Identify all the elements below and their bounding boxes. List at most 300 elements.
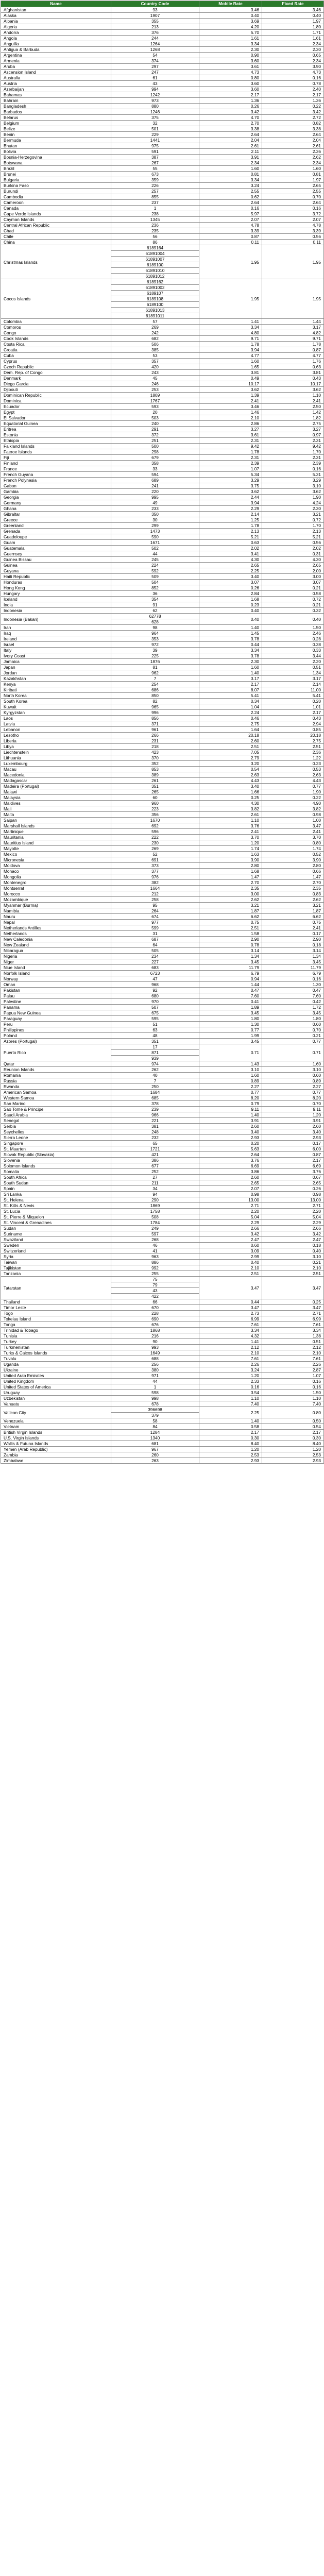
country-code-cell[interactable]: 970 [111, 999, 199, 1005]
mobile-rate-cell[interactable]: 1.78 [199, 342, 262, 347]
country-name-cell[interactable]: Colombia [1, 319, 111, 325]
mobile-rate-cell[interactable]: 2.07 [199, 217, 262, 223]
fixed-rate-cell[interactable]: 2.07 [262, 217, 324, 223]
country-code-cell[interactable]: 387 [111, 155, 199, 160]
country-code-cell[interactable]: 681 [111, 1441, 199, 1447]
country-name-cell[interactable]: United Arab Emirates [1, 1373, 111, 1379]
mobile-rate-cell[interactable]: 3.82 [199, 806, 262, 812]
country-code-cell[interactable]: 994 [111, 87, 199, 92]
country-name-cell[interactable]: French Polynesia [1, 478, 111, 483]
mobile-rate-cell[interactable]: 1.07 [199, 466, 262, 472]
country-name-cell[interactable]: Swaziland [1, 1237, 111, 1243]
fixed-rate-cell[interactable]: 0.42 [262, 999, 324, 1005]
mobile-rate-cell[interactable]: 3.27 [199, 427, 262, 432]
fixed-rate-cell[interactable]: 3.42 [262, 1231, 324, 1237]
country-name-cell[interactable]: Jamaica [1, 659, 111, 665]
mobile-rate-cell[interactable]: 0.47 [199, 988, 262, 993]
country-name-cell[interactable]: Pakistan [1, 988, 111, 993]
fixed-rate-cell[interactable]: 2.30 [262, 506, 324, 512]
country-name-cell[interactable]: Timor Leste [1, 1305, 111, 1311]
country-code-cell[interactable]: 211 [111, 1180, 199, 1186]
fixed-rate-cell[interactable]: 0.22 [262, 104, 324, 109]
country-name-cell[interactable]: Peru [1, 1022, 111, 1027]
mobile-rate-cell[interactable]: 2.14 [199, 512, 262, 517]
country-name-cell[interactable]: Slovenia [1, 1158, 111, 1163]
mobile-rate-cell[interactable]: 0.77 [199, 1090, 262, 1095]
country-code-cell[interactable]: 94 [111, 1192, 199, 1197]
mobile-rate-cell[interactable]: 2.29 [199, 506, 262, 512]
country-code-cell[interactable]: 628 [111, 619, 199, 625]
mobile-rate-cell[interactable]: 3.91 [199, 1118, 262, 1124]
country-code-cell[interactable]: 678 [111, 1401, 199, 1407]
mobile-rate-cell[interactable]: 0.49 [199, 376, 262, 381]
country-name-cell[interactable]: Guyana [1, 568, 111, 574]
fixed-rate-cell[interactable]: 0.32 [262, 608, 324, 614]
country-name-cell[interactable]: United States of America [1, 1384, 111, 1390]
fixed-rate-cell[interactable]: 4.78 [262, 223, 324, 228]
country-code-cell[interactable]: 61891013 [111, 308, 199, 313]
fixed-rate-cell[interactable]: 0.56 [262, 540, 324, 546]
country-code-cell[interactable]: 229 [111, 132, 199, 138]
country-code-cell[interactable]: 886 [111, 1260, 199, 1265]
country-code-cell[interactable]: 967 [111, 1447, 199, 1452]
fixed-rate-cell[interactable]: 3.62 [262, 489, 324, 495]
country-name-cell[interactable]: Trinidad & Tobago [1, 1328, 111, 1333]
country-code-cell[interactable]: 224 [111, 563, 199, 568]
mobile-rate-cell[interactable]: 6.62 [199, 914, 262, 920]
fixed-rate-cell[interactable]: 0.77 [262, 1090, 324, 1095]
fixed-rate-cell[interactable]: 4.30 [262, 557, 324, 563]
country-code-cell[interactable]: 674 [111, 914, 199, 920]
country-name-cell[interactable]: Maldives [1, 801, 111, 806]
country-code-cell[interactable]: 66 [111, 1299, 199, 1305]
fixed-rate-cell[interactable]: 3.42 [262, 109, 324, 115]
mobile-rate-cell[interactable]: 8.20 [199, 1095, 262, 1101]
country-code-cell[interactable]: 355 [111, 19, 199, 24]
country-code-cell[interactable]: 1649 [111, 1350, 199, 1356]
fixed-rate-cell[interactable]: 1.00 [262, 818, 324, 823]
country-code-cell[interactable]: 93 [111, 7, 199, 13]
country-name-cell[interactable]: Faeroe Islands [1, 449, 111, 455]
fixed-rate-cell[interactable]: 2.34 [262, 160, 324, 166]
country-code-cell[interactable]: 82 [111, 699, 199, 704]
fixed-rate-cell[interactable]: 0.71 [262, 1044, 324, 1061]
country-name-cell[interactable]: Zambia [1, 1452, 111, 1458]
fixed-rate-cell[interactable]: 2.63 [262, 772, 324, 778]
country-name-cell[interactable]: South Korea [1, 699, 111, 704]
mobile-rate-cell[interactable]: 4.73 [199, 70, 262, 75]
fixed-rate-cell[interactable]: 3.72 [262, 211, 324, 217]
mobile-rate-cell[interactable]: 1.78 [199, 523, 262, 529]
mobile-rate-cell[interactable]: 2.51 [199, 925, 262, 931]
mobile-rate-cell[interactable]: 1.89 [199, 1005, 262, 1010]
country-code-cell[interactable]: 974 [111, 1061, 199, 1067]
fixed-rate-cell[interactable]: 0.22 [262, 795, 324, 801]
fixed-rate-cell[interactable]: 2.72 [262, 115, 324, 121]
fixed-rate-cell[interactable]: 1.76 [262, 359, 324, 364]
mobile-rate-cell[interactable]: 3.29 [199, 478, 262, 483]
country-name-cell[interactable]: Montenegro [1, 880, 111, 886]
country-code-cell[interactable]: 34 [111, 1186, 199, 1192]
mobile-rate-cell[interactable]: 3.70 [199, 835, 262, 840]
country-code-cell[interactable]: 230 [111, 840, 199, 846]
country-code-cell[interactable]: 992 [111, 1265, 199, 1271]
mobile-rate-cell[interactable]: 3.76 [199, 1158, 262, 1163]
mobile-rate-cell[interactable]: 2.93 [199, 1458, 262, 1464]
mobile-rate-cell[interactable]: 3.34 [199, 1328, 262, 1333]
mobile-rate-cell[interactable]: 2.10 [199, 415, 262, 421]
country-code-cell[interactable]: 972 [111, 642, 199, 648]
country-name-cell[interactable]: Bahamas [1, 92, 111, 98]
country-name-cell[interactable]: Cameroon [1, 200, 111, 206]
country-code-cell[interactable]: 263 [111, 1458, 199, 1464]
mobile-rate-cell[interactable]: 0.26 [199, 585, 262, 591]
mobile-rate-cell[interactable]: 3.34 [199, 325, 262, 330]
country-code-cell[interactable]: 84 [111, 1424, 199, 1430]
country-code-cell[interactable]: 220 [111, 489, 199, 495]
country-name-cell[interactable]: Singapore [1, 1141, 111, 1146]
fixed-rate-cell[interactable]: 5.31 [262, 472, 324, 478]
fixed-rate-cell[interactable]: 4.90 [262, 801, 324, 806]
country-name-cell[interactable]: Falkland Islands [1, 444, 111, 449]
fixed-rate-cell[interactable]: 0.16 [262, 466, 324, 472]
fixed-rate-cell[interactable]: 0.66 [262, 869, 324, 874]
mobile-rate-cell[interactable]: 4.20 [199, 24, 262, 30]
country-name-cell[interactable]: Azerbaijan [1, 87, 111, 92]
country-name-cell[interactable]: Central African Republic [1, 223, 111, 228]
country-name-cell[interactable]: Micronesia [1, 857, 111, 863]
country-code-cell[interactable]: 508 [111, 1214, 199, 1220]
mobile-rate-cell[interactable]: 13.00 [199, 1197, 262, 1203]
country-name-cell[interactable]: Iran [1, 625, 111, 631]
fixed-rate-cell[interactable]: 2.64 [262, 200, 324, 206]
country-name-cell[interactable]: Costa Rica [1, 342, 111, 347]
country-name-cell[interactable]: Kiribati [1, 687, 111, 693]
country-name-cell[interactable]: Guadeloupe [1, 534, 111, 540]
fixed-rate-cell[interactable]: 0.40 [262, 614, 324, 625]
fixed-rate-cell[interactable]: 0.67 [262, 1175, 324, 1180]
country-name-cell[interactable]: Moldova [1, 863, 111, 869]
mobile-rate-cell[interactable]: 0.89 [199, 1078, 262, 1084]
mobile-rate-cell[interactable]: 3.40 [199, 784, 262, 789]
fixed-rate-cell[interactable]: 2.71 [262, 1203, 324, 1209]
mobile-rate-cell[interactable]: 4.77 [199, 353, 262, 359]
country-name-cell[interactable]: Japan [1, 665, 111, 670]
country-code-cell[interactable]: 1 [111, 206, 199, 211]
mobile-rate-cell[interactable]: 3.24 [199, 183, 262, 189]
mobile-rate-cell[interactable]: 3.90 [199, 857, 262, 863]
country-code-cell[interactable]: 41 [111, 1248, 199, 1254]
country-code-cell[interactable]: 269 [111, 325, 199, 330]
mobile-rate-cell[interactable]: 2.71 [199, 1203, 262, 1209]
country-code-cell[interactable]: 232 [111, 1135, 199, 1141]
fixed-rate-cell[interactable]: 1.95 [262, 279, 324, 319]
fixed-rate-cell[interactable]: 0.70 [262, 1101, 324, 1107]
country-name-cell[interactable]: Rwanda [1, 1084, 111, 1090]
fixed-rate-cell[interactable]: 3.62 [262, 387, 324, 393]
country-name-cell[interactable]: Thailand [1, 1299, 111, 1305]
country-code-cell[interactable]: 351 [111, 1039, 199, 1044]
country-code-cell[interactable]: 1670 [111, 818, 199, 823]
country-code-cell[interactable]: 976 [111, 874, 199, 880]
country-name-cell[interactable]: Montserrat [1, 886, 111, 891]
mobile-rate-cell[interactable]: 0.40 [199, 1260, 262, 1265]
fixed-rate-cell[interactable]: 0.21 [262, 602, 324, 608]
country-name-cell[interactable]: China [1, 240, 111, 245]
fixed-rate-cell[interactable]: 0.17 [262, 931, 324, 937]
fixed-rate-cell[interactable]: 0.18 [262, 942, 324, 948]
country-name-cell[interactable]: British Virgin Islands [1, 1430, 111, 1435]
country-name-cell[interactable]: Ivory Coast [1, 653, 111, 659]
country-code-cell[interactable]: 966 [111, 1112, 199, 1118]
country-name-cell[interactable]: Tanzania [1, 1271, 111, 1277]
fixed-rate-cell[interactable]: 2.13 [262, 529, 324, 534]
country-name-cell[interactable]: Algeria [1, 24, 111, 30]
fixed-rate-cell[interactable]: 6.69 [262, 1163, 324, 1169]
country-name-cell[interactable]: St. Lucia [1, 1209, 111, 1214]
fixed-rate-cell[interactable]: 0.21 [262, 1260, 324, 1265]
country-code-cell[interactable]: 675 [111, 1010, 199, 1016]
country-code-cell[interactable]: 1721 [111, 1146, 199, 1152]
fixed-rate-cell[interactable]: 2.36 [262, 149, 324, 155]
country-name-cell[interactable]: French Guyana [1, 472, 111, 478]
country-code-cell[interactable]: 420 [111, 364, 199, 370]
country-name-cell[interactable]: Western Samoa [1, 1095, 111, 1101]
country-code-cell[interactable]: 262 [111, 1067, 199, 1073]
fixed-rate-cell[interactable]: 2.29 [262, 1220, 324, 1226]
fixed-rate-cell[interactable]: 3.90 [262, 64, 324, 70]
fixed-rate-cell[interactable]: 1.87 [262, 908, 324, 914]
country-code-cell[interactable]: 256 [111, 1362, 199, 1367]
mobile-rate-cell[interactable]: 2.55 [199, 189, 262, 194]
country-code-cell[interactable]: 689 [111, 478, 199, 483]
fixed-rate-cell[interactable]: 0.60 [262, 1022, 324, 1027]
country-name-cell[interactable]: Kazakhstan [1, 676, 111, 682]
fixed-rate-cell[interactable]: 2.17 [262, 1430, 324, 1435]
country-name-cell[interactable]: Bolivia [1, 149, 111, 155]
country-code-cell[interactable]: 380 [111, 1367, 199, 1373]
fixed-rate-cell[interactable]: 2.62 [262, 897, 324, 903]
country-name-cell[interactable]: Austria [1, 81, 111, 87]
country-code-cell[interactable]: 1758 [111, 1209, 199, 1214]
country-code-cell[interactable]: 1876 [111, 659, 199, 665]
country-code-cell[interactable]: 372 [111, 432, 199, 438]
fixed-rate-cell[interactable]: 1.90 [262, 495, 324, 500]
country-code-cell[interactable]: 371 [111, 721, 199, 727]
mobile-rate-cell[interactable]: 2.86 [199, 421, 262, 427]
country-name-cell[interactable]: Burundi [1, 189, 111, 194]
fixed-rate-cell[interactable]: 2.55 [262, 189, 324, 194]
mobile-rate-cell[interactable]: 3.21 [199, 903, 262, 908]
mobile-rate-cell[interactable]: 5.41 [199, 693, 262, 699]
country-code-cell[interactable]: 290 [111, 1197, 199, 1203]
mobile-rate-cell[interactable]: 0.80 [199, 75, 262, 81]
fixed-rate-cell[interactable]: 2.53 [262, 1452, 324, 1458]
country-code-cell[interactable]: 75 [111, 1277, 199, 1282]
fixed-rate-cell[interactable]: 2.51 [262, 1271, 324, 1277]
country-code-cell[interactable]: 291 [111, 427, 199, 432]
fixed-rate-cell[interactable]: 1.42 [262, 410, 324, 415]
country-name-cell[interactable]: United Kingdom [1, 1379, 111, 1384]
fixed-rate-cell[interactable]: 2.10 [262, 1350, 324, 1356]
country-name-cell[interactable]: Czech Republic [1, 364, 111, 370]
country-name-cell[interactable]: Indonesia (Bakari) [1, 614, 111, 625]
country-name-cell[interactable]: Mauritius Island [1, 840, 111, 846]
country-code-cell[interactable]: 968 [111, 982, 199, 988]
fixed-rate-cell[interactable]: 0.31 [262, 551, 324, 557]
country-code-cell[interactable]: 939 [111, 1056, 199, 1061]
fixed-rate-cell[interactable]: 1.38 [262, 1333, 324, 1339]
mobile-rate-cell[interactable]: 3.78 [199, 636, 262, 642]
fixed-rate-cell[interactable]: 1.10 [262, 393, 324, 398]
country-code-cell[interactable]: 237 [111, 200, 199, 206]
fixed-rate-cell[interactable]: 2.04 [262, 138, 324, 143]
country-name-cell[interactable]: North Korea [1, 693, 111, 699]
fixed-rate-cell[interactable]: 3.07 [262, 580, 324, 585]
fixed-rate-cell[interactable]: 3.81 [262, 370, 324, 376]
country-name-cell[interactable]: Uganda [1, 1362, 111, 1367]
mobile-rate-cell[interactable]: 1.40 [199, 625, 262, 631]
mobile-rate-cell[interactable]: 2.17 [199, 682, 262, 687]
country-code-cell[interactable]: 33 [111, 466, 199, 472]
fixed-rate-cell[interactable]: 2.34 [262, 41, 324, 47]
country-code-cell[interactable]: 62 [111, 608, 199, 614]
country-code-cell[interactable]: 6189108 [111, 296, 199, 302]
country-name-cell[interactable]: El Salvador [1, 415, 111, 421]
mobile-rate-cell[interactable]: 3.46 [199, 7, 262, 13]
country-name-cell[interactable]: Turks & Caicos Islands [1, 1350, 111, 1356]
country-code-cell[interactable]: 251 [111, 438, 199, 444]
mobile-rate-cell[interactable]: 3.45 [199, 959, 262, 965]
mobile-rate-cell[interactable]: 3.86 [199, 1169, 262, 1175]
mobile-rate-cell[interactable]: 3.20 [199, 761, 262, 767]
country-name-cell[interactable]: Kenya [1, 682, 111, 687]
fixed-rate-cell[interactable]: 3.10 [262, 1067, 324, 1073]
mobile-rate-cell[interactable]: 1.65 [199, 364, 262, 370]
fixed-rate-cell[interactable]: 1.20 [262, 1112, 324, 1118]
country-code-cell[interactable]: 264 [111, 908, 199, 914]
mobile-rate-cell[interactable]: 3.46 [199, 404, 262, 410]
mobile-rate-cell[interactable]: 3.14 [199, 948, 262, 954]
fixed-rate-cell[interactable]: 0.51 [262, 1339, 324, 1345]
fixed-rate-cell[interactable]: 1.60 [262, 1061, 324, 1067]
country-name-cell[interactable]: Italy [1, 648, 111, 653]
country-code-cell[interactable]: 249 [111, 1226, 199, 1231]
fixed-rate-cell[interactable]: 2.41 [262, 398, 324, 404]
fixed-rate-cell[interactable]: 5.21 [262, 534, 324, 540]
country-code-cell[interactable]: 63 [111, 1027, 199, 1033]
mobile-rate-cell[interactable]: 1.41 [199, 1339, 262, 1345]
fixed-rate-cell[interactable]: 3.29 [262, 478, 324, 483]
country-code-cell[interactable]: 45 [111, 376, 199, 381]
fixed-rate-cell[interactable]: 2.40 [262, 87, 324, 92]
country-name-cell[interactable]: Poland [1, 1033, 111, 1039]
country-code-cell[interactable]: 216 [111, 1333, 199, 1339]
fixed-rate-cell[interactable]: 3.70 [262, 835, 324, 840]
country-code-cell[interactable]: 351 [111, 784, 199, 789]
fixed-rate-cell[interactable]: 0.16 [262, 976, 324, 982]
country-name-cell[interactable]: Bulgaria [1, 177, 111, 183]
country-code-cell[interactable]: 598 [111, 1390, 199, 1396]
country-name-cell[interactable]: Libya [1, 744, 111, 750]
country-name-cell[interactable]: Macau [1, 767, 111, 772]
country-name-cell[interactable]: Ukraine [1, 1367, 111, 1373]
country-code-cell[interactable]: 690 [111, 1316, 199, 1322]
country-name-cell[interactable]: Togo [1, 1311, 111, 1316]
country-code-cell[interactable]: 386 [111, 1158, 199, 1163]
mobile-rate-cell[interactable]: 1.95 [199, 279, 262, 319]
country-code-cell[interactable]: 597 [111, 1231, 199, 1237]
mobile-rate-cell[interactable]: 3.78 [199, 653, 262, 659]
fixed-rate-cell[interactable]: 2.75 [262, 421, 324, 427]
country-name-cell[interactable]: Vanuatu [1, 1401, 111, 1407]
country-code-cell[interactable]: 1268 [111, 47, 199, 53]
fixed-rate-cell[interactable]: 2.31 [262, 438, 324, 444]
mobile-rate-cell[interactable]: 1.40 [199, 1112, 262, 1118]
country-code-cell[interactable]: 266 [111, 733, 199, 738]
country-name-cell[interactable]: Martinique [1, 829, 111, 835]
country-code-cell[interactable]: 31 [111, 931, 199, 937]
country-code-cell[interactable]: 49 [111, 500, 199, 506]
mobile-rate-cell[interactable]: 1.34 [199, 954, 262, 959]
country-name-cell[interactable]: Netherlands [1, 931, 111, 937]
country-name-cell[interactable]: Russia [1, 1078, 111, 1084]
fixed-rate-cell[interactable]: 3.91 [262, 1118, 324, 1124]
country-code-cell[interactable]: 1869 [111, 1203, 199, 1209]
fixed-rate-cell[interactable]: 6.00 [262, 1146, 324, 1152]
country-name-cell[interactable]: Sri Lanka [1, 1192, 111, 1197]
country-code-cell[interactable]: 1664 [111, 886, 199, 891]
country-code-cell[interactable]: 61891002 [111, 285, 199, 291]
mobile-rate-cell[interactable]: 2.30 [199, 659, 262, 665]
mobile-rate-cell[interactable]: 1.45 [199, 631, 262, 636]
country-code-cell[interactable]: 506 [111, 342, 199, 347]
fixed-rate-cell[interactable]: 0.72 [262, 517, 324, 523]
country-code-cell[interactable]: 1784 [111, 1220, 199, 1226]
mobile-rate-cell[interactable]: 3.62 [199, 489, 262, 495]
fixed-rate-cell[interactable]: 2.87 [262, 1367, 324, 1373]
fixed-rate-cell[interactable]: 4.82 [262, 330, 324, 336]
country-code-cell[interactable]: 370 [111, 755, 199, 761]
mobile-rate-cell[interactable]: 4.30 [199, 801, 262, 806]
mobile-rate-cell[interactable]: 5.70 [199, 30, 262, 36]
country-name-cell[interactable]: Gibraltar [1, 512, 111, 517]
fixed-rate-cell[interactable]: 0.17 [262, 1141, 324, 1146]
country-name-cell[interactable]: Gambia [1, 489, 111, 495]
mobile-rate-cell[interactable]: 3.09 [199, 1248, 262, 1254]
country-code-cell[interactable]: 265 [111, 789, 199, 795]
country-code-cell[interactable]: 1246 [111, 109, 199, 115]
mobile-rate-cell[interactable]: 4.32 [199, 1333, 262, 1339]
country-code-cell[interactable]: 960 [111, 801, 199, 806]
mobile-rate-cell[interactable]: 3.17 [199, 676, 262, 682]
country-name-cell[interactable]: New Caledonia [1, 937, 111, 942]
country-code-cell[interactable]: 975 [111, 143, 199, 149]
country-code-cell[interactable]: 243 [111, 370, 199, 376]
fixed-rate-cell[interactable]: 2.31 [262, 455, 324, 461]
country-name-cell[interactable]: Cyprus [1, 359, 111, 364]
country-code-cell[interactable]: 507 [111, 1005, 199, 1010]
country-name-cell[interactable]: Sudan [1, 1226, 111, 1231]
mobile-rate-cell[interactable]: 2.90 [199, 937, 262, 942]
country-name-cell[interactable]: Gabon [1, 483, 111, 489]
mobile-rate-cell[interactable]: 6.69 [199, 1163, 262, 1169]
mobile-rate-cell[interactable]: 2.73 [199, 1311, 262, 1316]
country-code-cell[interactable]: 255 [111, 1271, 199, 1277]
fixed-rate-cell[interactable]: 2.20 [262, 659, 324, 665]
country-name-cell[interactable]: Senegal [1, 1118, 111, 1124]
mobile-rate-cell[interactable]: 8.07 [199, 687, 262, 693]
